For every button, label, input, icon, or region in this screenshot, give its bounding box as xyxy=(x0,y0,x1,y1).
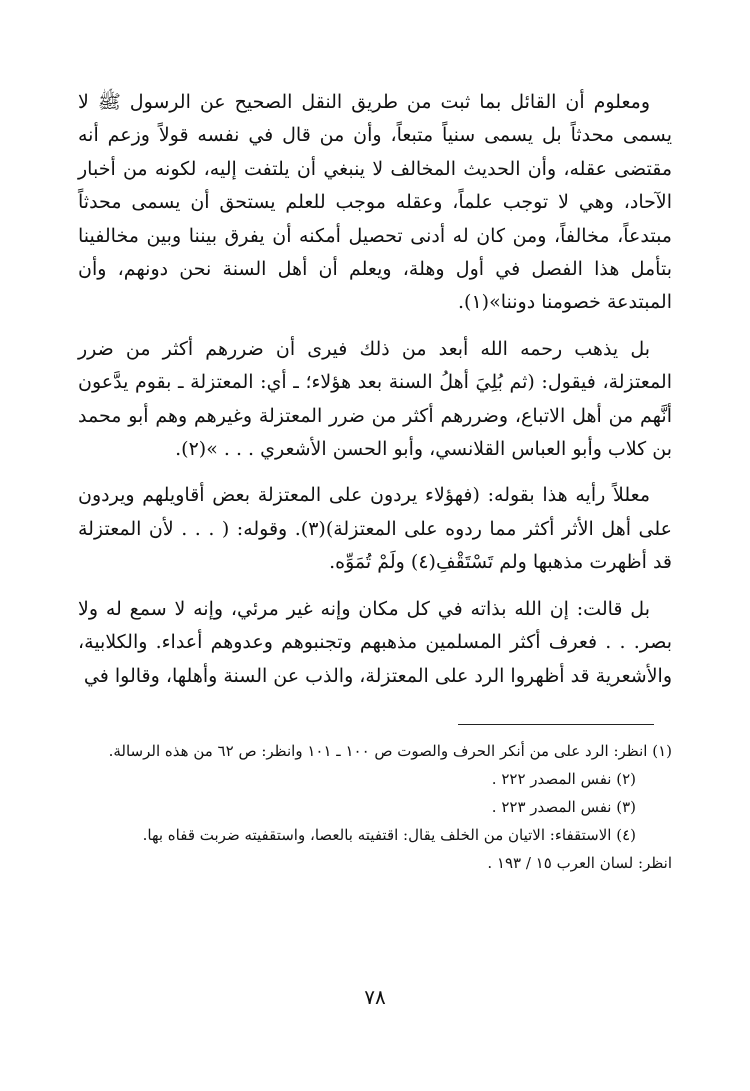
footnotes xyxy=(78,737,672,877)
footnote-4-source: انظر: لسان العرب ١٥ / ١٩٣ . xyxy=(487,854,672,872)
footnote-3: (٣) نفس المصدر ٢٢٣ . xyxy=(491,798,636,816)
paragraph-2: بل يذهب رحمه الله أبعد من ذلك فيرى أن ضررهم أكثر من ضرر المعتزلة، فيقول: (ثم بُلِيَ أهلُ السنة بعد هؤلاء؛ ـ أي: المعتزلة ـ بقوم يدَّعون أنَّهم من أهل الاتباع، وضررهم أكثر من ضرر المعتزلة وغيرهم وهم أبو محمد بن كلاب وأبو العباس القلانسي، وأبو الحسن الأشعري . . . »(٢). xyxy=(78,337,672,461)
footnote-separator xyxy=(458,724,654,725)
paragraph-4: بل قالت: إن الله بذاته في كل مكان وإنه غير مرئي، وإنه لا سمع له ولا بصر. . . فعرف أكثر المسلمين مذهبهم وتجنبوهم وعدوهم أعداء. والكلابية، والأشعرية قد أظهروا الرد على المعتزلة، والذب عن السنة وأهلها، وقالوا في xyxy=(78,597,672,687)
paragraph-3: معللاً رأيه هذا بقوله: (فهؤلاء يردون على المعتزلة بعض أقاويلهم ويردون على أهل الأثر أكثر مما ردوه على المعتزلة)(٣). وقوله: ( . . . لأن المعتزلة قد أظهرت مذهبها ولم تَسْتَقْفِ(٤) ولَمْ تُمَوِّه. xyxy=(78,484,672,574)
footnote-2: (٢) نفس المصدر ٢٢٢ . xyxy=(491,770,636,788)
main-text xyxy=(78,86,672,693)
footnote-4: (٤) الاستقفاء: الاتيان من الخلف يقال: اقتفيته بالعصا، واستقفيته ضربت قفاه بها. xyxy=(142,826,636,844)
footnote-1: (١) انظر: الرد على من أنكر الحرف والصوت ص ١٠٠ ـ ١٠١ وانظر: ص ٦٢ من هذه الرسالة. xyxy=(108,742,672,760)
page-number: ٧٨ xyxy=(364,985,386,1009)
paragraph-1: ومعلوم أن القائل بما ثبت من طريق النقل الصحيح عن الرسول ﷺ لا يسمى محدثاً بل يسمى سنياً متبعاً، وأن من قال في نفسه قولاً وزعم أنه مقتضى عقله، وأن الحديث المخالف لا ينبغي أن يلتفت إليه، لكونه من أخبار الآحاد، وهي لا توجب علماً، وعقله موجب للعلم يستحق أن يسمى محدثاً مبتدعاً، مخالفاً، ومن كان له أدنى تحصيل أمكنه أن يفرق بيننا وبين مخالفينا بتأمل هذا الفصل في أول وهلة، ويعلم أن أهل السنة نحن دونهم، وأن المبتدعة خصومنا دوننا»(١). xyxy=(78,91,672,314)
